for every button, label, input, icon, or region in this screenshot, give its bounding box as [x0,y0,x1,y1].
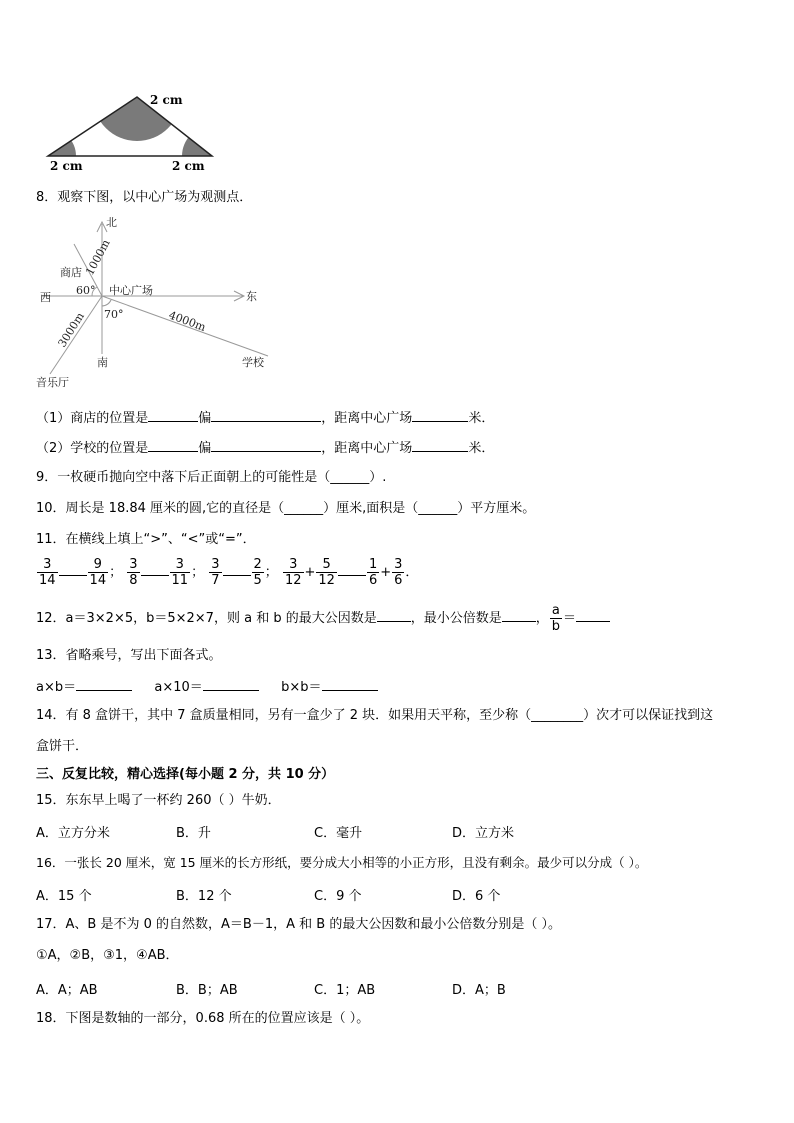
fraction: $\frac{5}{12}$ [318,557,335,588]
question-12: 12．a＝3×2×5，b＝5×2×7，则 a 和 b 的最大公因数是 ，最小公倍数是 ， $\frac{a}{b}$ ＝ [36,603,610,635]
fraction: $\frac{a}{b}$ [551,603,561,634]
answer-blank[interactable] [148,408,198,422]
fraction: $\frac{2}{5}$ [253,557,262,588]
answer-blank[interactable] [148,438,198,452]
question-16: 16．一张长 20 厘米，宽 15 厘米的长方形纸，要分成大小相等的小正方形，且没有剩余。最少可以分成（ ）。 [36,855,648,870]
concert-label: 音乐厅 [36,376,69,389]
q17-option-b[interactable]: B．B；AB [176,983,238,998]
fraction: $\frac{3}{6}$ [394,557,403,588]
answer-blank[interactable] [502,608,536,622]
question-11-fractions: $\frac{3}{14}$ $\frac{9}{14}$ ； $\frac{3}{8}$ $\frac{3}{11}$ ； $\frac{3}{7}$ $\frac{2}{5}$ ； $\frac{3}{12}$ + $\frac{5}{12}$ $\frac{1}{6}$ + $\frac{3}{6}$ ． [39,557,419,588]
shop-distance: 1000m [83,237,113,278]
q15-option-c[interactable]: C．毫升 [314,826,363,841]
east-label: 东 [246,290,257,303]
q17-option-c[interactable]: C．1；AB [314,983,376,998]
q17-option-a[interactable]: A．A；AB [36,983,98,998]
answer-blank[interactable] [211,438,321,452]
answer-blank[interactable] [576,608,610,622]
answer-blank[interactable] [59,559,87,576]
fraction: $\frac{3}{12}$ [284,557,302,588]
q15-option-a[interactable]: A．立方分米 [36,826,110,841]
school-angle: 70° [104,308,124,321]
q16-option-b[interactable]: B．12 个 [176,889,232,904]
fraction: $\frac{3}{11}$ [171,557,189,588]
q15-option-d[interactable]: D．立方米 [452,826,515,841]
q15-option-b[interactable]: B．升 [176,826,211,841]
q16-option-d[interactable]: D．6 个 [452,889,501,904]
north-label: 北 [106,216,117,229]
answer-blank[interactable] [76,677,132,691]
shop-angle: 60° [76,284,96,297]
answer-blank[interactable] [211,408,321,422]
question-8-part-1: （1）商店的位置是 偏 ，距离中心广场 米． [36,408,494,428]
west-label: 西 [40,291,51,304]
answer-blank[interactable] [322,677,378,691]
question-8: 8．观察下图，以中心广场为观测点． [36,190,253,205]
question-10: 10．周长是 18.84 厘米的圆,它的直径是（______）厘米,面积是（______）平方厘米。 [36,501,536,516]
label-left: 2 cm [50,159,83,173]
answer-blank[interactable] [377,608,411,622]
answer-blank[interactable] [412,438,468,452]
q17-option-d[interactable]: D．A；B [452,983,506,998]
q16-option-c[interactable]: C．9 个 [314,889,362,904]
answer-blank[interactable] [412,408,468,422]
question-18: 18．下图是数轴的一部分，0.68 所在的位置应该是（ ）。 [36,1011,370,1026]
q16-option-a[interactable]: A．15 个 [36,889,92,904]
answer-blank[interactable] [141,559,169,576]
question-13: 13．省略乘号，写出下面各式。 [36,648,222,663]
question-14-line-1: 14．有 8 盒饼干，其中 7 盒质量相同，另有一盒少了 2 块．如果用天平称，至少称（________）次才可以保证找到这 [36,708,714,723]
question-8-part-2: （2）学校的位置是 偏 ，距离中心广场 米． [36,438,494,458]
fraction: $\frac{1}{6}$ [368,557,378,588]
answer-blank[interactable] [338,559,366,576]
question-11: 11．在横线上填上“>”、“<”或“=”． [36,532,256,547]
fraction: $\frac{3}{7}$ [211,557,220,588]
school-distance: 4000m [166,308,208,334]
center-label: 中心广场 [109,284,153,297]
question-17-choices: ①A，②B，③1，④AB． [36,948,179,963]
question-17: 17．A、B 是不为 0 的自然数，A＝B－1，A 和 B 的最大公因数和最小公倍数分别是（ ）。 [36,917,561,932]
direction-map [34,214,284,390]
label-top: 2 cm [150,93,183,107]
answer-blank[interactable] [223,559,251,576]
section-3-heading: 三、反复比较，精心选择(每小题 2 分，共 10 分） [36,767,335,782]
fraction: $\frac{9}{14}$ [89,557,107,588]
south-label: 南 [97,356,108,369]
fraction: $\frac{3}{8}$ [129,557,138,588]
school-label: 学校 [242,356,264,369]
triangle-figure [40,90,230,175]
answer-blank[interactable] [203,677,259,691]
question-15: 15．东东早上喝了一杯约 260（ ）牛奶． [36,793,281,808]
question-13-expressions: a×b＝ a×10＝ b×b＝ [36,677,378,697]
question-9: 9．一枚硬币抛向空中落下后正面朝上的可能性是（______）. [36,470,387,485]
concert-distance: 3000m [55,310,87,350]
question-14-line-2: 盒饼干． [36,739,89,754]
shop-label: 商店 [60,266,82,279]
fraction: $\frac{3}{14}$ [39,557,56,588]
label-right: 2 cm [172,159,205,173]
